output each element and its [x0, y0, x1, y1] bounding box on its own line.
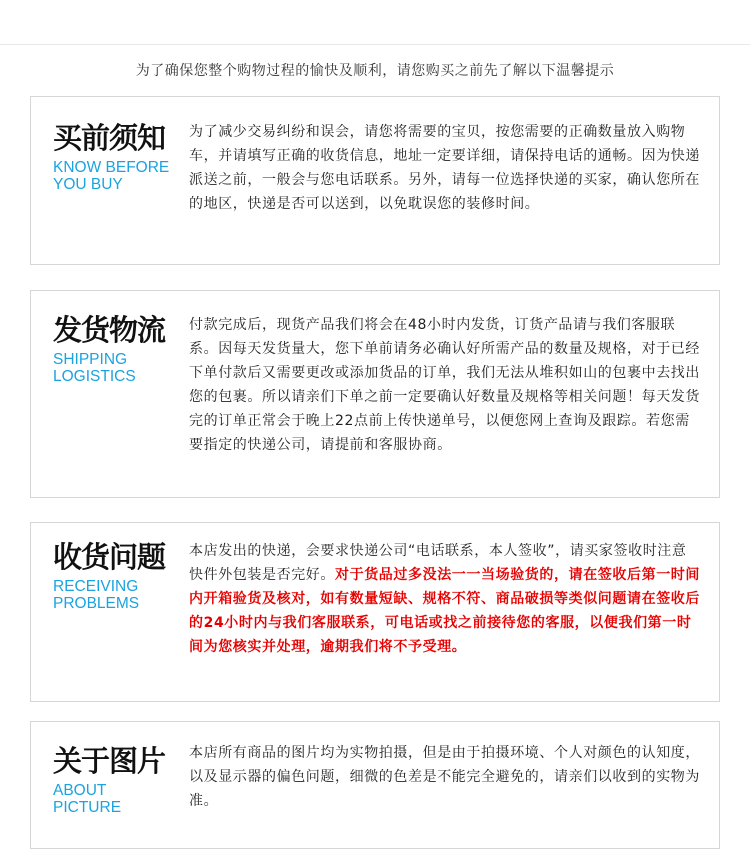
section-receiving-problems [30, 522, 720, 702]
section-text: 本店所有商品的图片均为实物拍摄，但是由于拍摄环境、个人对颜色的认知度，以及显示器的偏色问题，细微的色差是不能完全避免的，请亲们以收到的实物为准。 [189, 745, 700, 809]
section-title: 买前须知 [53, 121, 166, 155]
section-title: 收货问题 [53, 540, 166, 574]
section-know-before-you-buy [30, 96, 720, 265]
section-text: 付款完成后，现货产品我们将会在48小时内发货，订货产品请与我们客服联系。因每天发货量大，您下单前请务必确认好所需产品的数量及规格，对于已经下单付款后又需要更改或添加货品的订单，我们无法从堆积如山的包裹中去找出您的包裹。所以请亲们下单之前一定要确认好数量及规格等相关问题！每天发货完的订单正常会于晚上22点前上传快递单号，以便您网上查询及跟踪。若您需要指定的快递公司，请提前和客服协商。 [189, 317, 700, 453]
top-divider [0, 44, 750, 45]
section-heading [53, 313, 165, 385]
section-text-warning: 对于货品过多没法一一当场验货的，请在签收后第一时间内开箱验货及核对，如有数量短缺、规格不符、商品破损等类似问题请在签收后的24小时内与我们客服联系，可电话或找之前接待您的客服，以便我们第一时间为您核实并处理，逾期我们将不予受理。 [189, 567, 700, 655]
section-about-picture [30, 721, 720, 849]
section-title: 关于图片 [53, 744, 166, 778]
section-subtitle: RECEIVING PROBLEMS [53, 578, 140, 612]
section-heading [53, 121, 169, 193]
intro-text: 为了确保您整个购物过程的愉快及顺利，请您购买之前先了解以下温馨提示 [135, 63, 615, 79]
section-heading [53, 744, 165, 816]
section-text [189, 539, 701, 659]
section-heading [53, 540, 165, 612]
section-subtitle: ABOUT PICTURE [53, 782, 122, 816]
section-subtitle: KNOW BEFORE YOU BUY [53, 159, 170, 193]
section-shipping-logistics [30, 290, 720, 498]
section-text-normal: 本店发出的快递，会要求快递公司“电话联系，本人签收”，请买家签收时注意快件外包装是否完好。 [189, 543, 687, 583]
section-title: 发货物流 [53, 313, 166, 347]
section-text: 为了减少交易纠纷和误会，请您将需要的宝贝，按您需要的正确数量放入购物车，并请填写正确的收货信息，地址一定要详细，请保持电话的通畅。因为快递派送之前，一般会与您电话联系。另外，请每一位选择快递的买家，确认您所在的地区，快递是否可以送到，以免耽误您的装修时间。 [189, 124, 700, 212]
section-subtitle: SHIPPING LOGISTICS [53, 351, 136, 385]
